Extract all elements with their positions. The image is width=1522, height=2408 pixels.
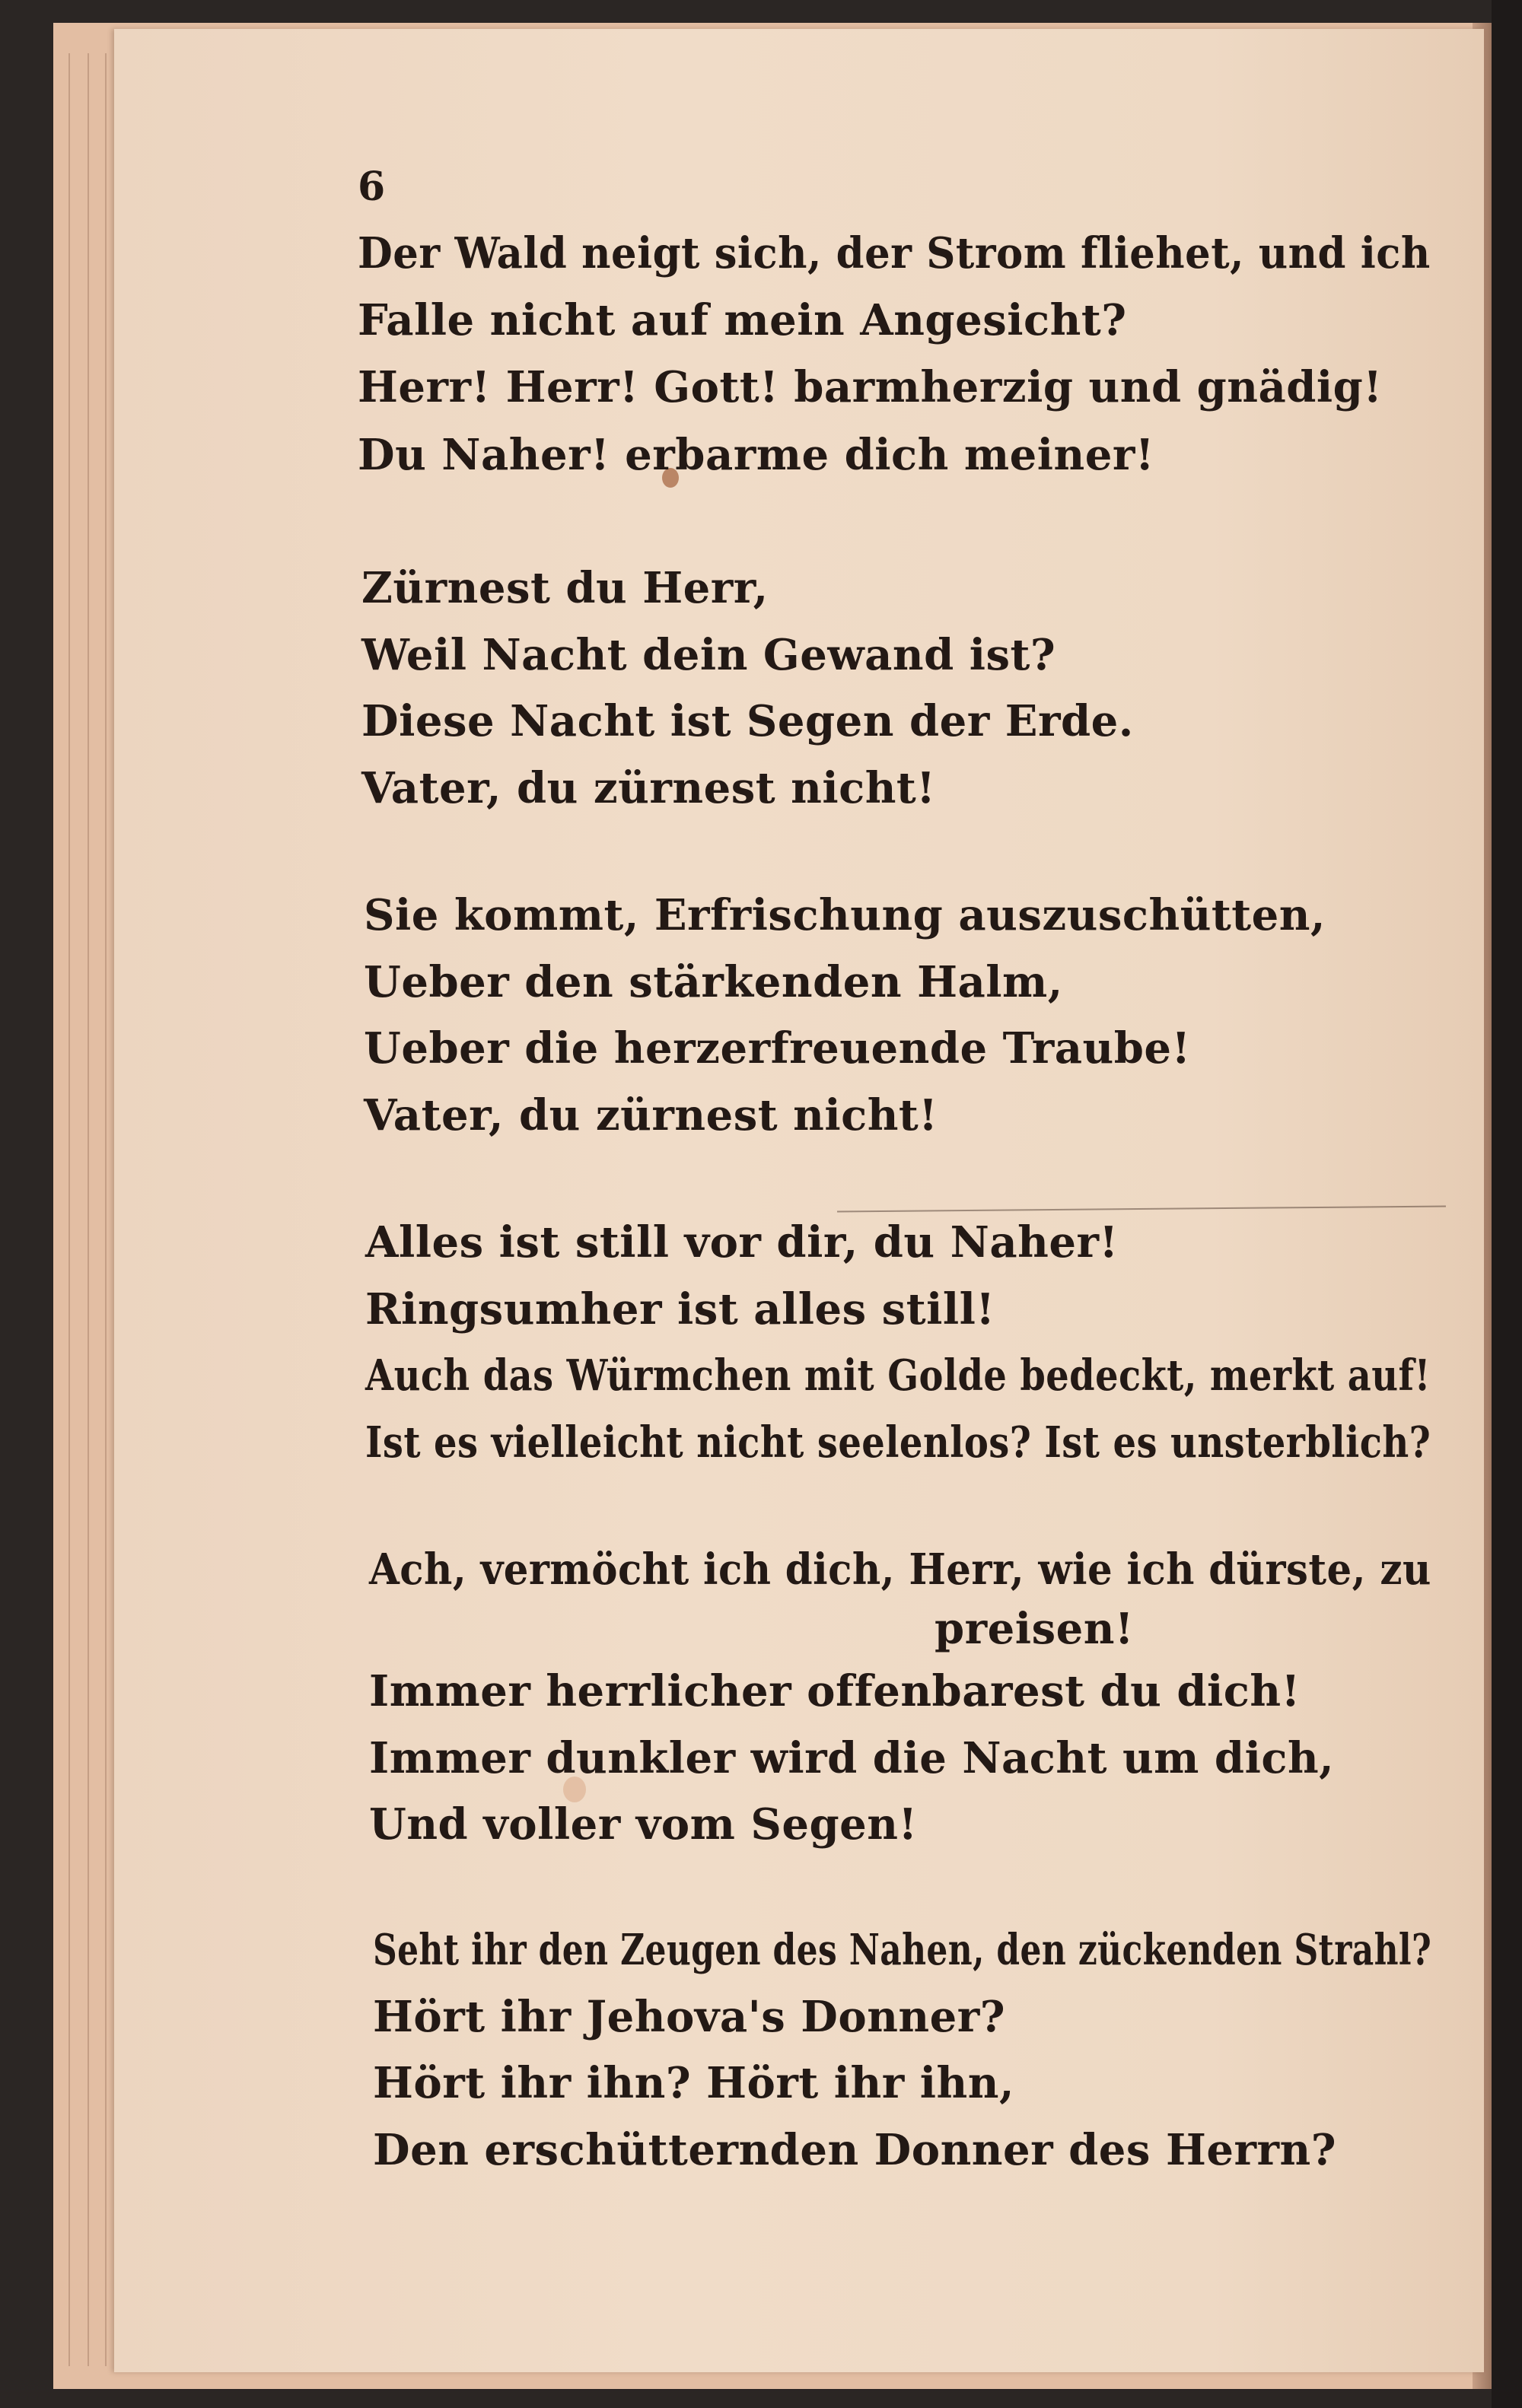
page-number: 6 bbox=[358, 164, 386, 210]
page-edge bbox=[88, 53, 89, 2366]
poem-line: preisen! bbox=[935, 1604, 1135, 1654]
poem-line: Seht ihr den Zeugen des Nahen, den zückenden Strahl? bbox=[373, 1925, 1432, 1975]
poem-line: Den erschütternden Donner des Herrn? bbox=[373, 2125, 1337, 2175]
poem-line: Du Naher! erbarme dich meiner! bbox=[358, 430, 1154, 480]
poem-line: Weil Nacht dein Gewand ist? bbox=[361, 630, 1056, 680]
poem-line: Vater, du zürnest nicht! bbox=[364, 1090, 938, 1140]
poem-line: Auch das Würmchen mit Golde bedeckt, merkt auf! bbox=[365, 1350, 1431, 1401]
poem-line: Vater, du zürnest nicht! bbox=[361, 763, 936, 813]
page-edge bbox=[105, 53, 107, 2366]
poem-line: Ach, vermöcht ich dich, Herr, wie ich dürste, zu bbox=[369, 1544, 1431, 1595]
poem-line: Der Wald neigt sich, der Strom fliehet, und ich bbox=[358, 228, 1431, 278]
poem-line: Diese Nacht ist Segen der Erde. bbox=[361, 696, 1134, 746]
poem-line: Sie kommt, Erfrischung auszuschütten, bbox=[364, 890, 1326, 940]
poem-line: Ringsumher ist alles still! bbox=[365, 1284, 995, 1334]
poem-line: Hört ihr Jehova's Donner? bbox=[373, 1992, 1006, 2042]
poem-line: Alles ist still vor dir, du Naher! bbox=[365, 1217, 1119, 1268]
poem-line: Zürnest du Herr, bbox=[361, 563, 769, 613]
poem-line: Hört ihr ihn? Hört ihr ihn, bbox=[373, 2058, 1014, 2108]
poem-line: Immer herrlicher offenbarest du dich! bbox=[369, 1666, 1301, 1716]
poem-line: Ueber den stärkenden Halm, bbox=[364, 957, 1063, 1007]
poem-line: Und voller vom Segen! bbox=[369, 1799, 918, 1850]
poem-line: Herr! Herr! Gott! barmherzig und gnädig! bbox=[358, 362, 1383, 412]
scan-border bbox=[1492, 0, 1522, 2408]
poem-line: Falle nicht auf mein Angesicht? bbox=[358, 295, 1127, 345]
poem-line: Ueber die herzerfreuende Traube! bbox=[364, 1023, 1191, 1074]
page-edge bbox=[68, 53, 70, 2366]
poem-line: Ist es vielleicht nicht seelenlos? Ist es unsterblich? bbox=[365, 1417, 1431, 1468]
poem-line: Immer dunkler wird die Nacht um dich, bbox=[369, 1733, 1335, 1783]
